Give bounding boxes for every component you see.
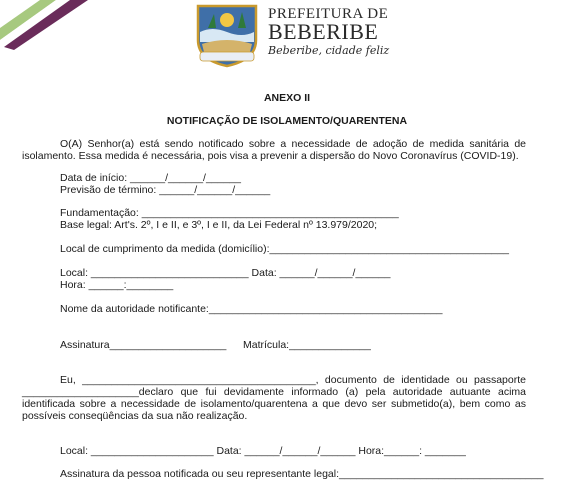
brand-line-beberibe: BEBERIBE xyxy=(268,19,379,44)
legal-basis-text: Base legal: Art's. 2º, I e II, e 3º, I e II, da Lei Federal nº 13.979/2020; xyxy=(60,219,378,231)
footer-signature: Assinatura da pessoa notificada ou seu representante legal:___________________________________ xyxy=(60,468,544,480)
local-date-field: Local: ___________________________ Data: ______/______/______ xyxy=(60,267,391,279)
declaration-line-4: possíveis conseqüências da sua não realização. xyxy=(22,410,248,422)
document-title: NOTIFICAÇÃO DE ISOLAMENTO/QUARENTENA xyxy=(166,115,408,127)
end-date-field: Previsão de término: ______/______/______ xyxy=(60,184,271,196)
corner-stripes xyxy=(0,0,90,50)
municipal-seal-logo xyxy=(192,2,262,71)
registration-field: Matrícula:______________ xyxy=(243,339,371,351)
start-date-field: Data de início: ______/______/______ xyxy=(60,172,241,184)
brand-slogan: Beberibe, cidade feliz xyxy=(268,44,390,57)
basis-field: Fundamentação: ____________________________________________ xyxy=(60,207,399,219)
declaration-line-3: identificada sobre a necessidade de isolamento/quarentena a que devo ser submetido(a), bem como as xyxy=(22,398,526,410)
place-field: Local de cumprimento da medida (domicílio):_________________________________________ xyxy=(60,243,509,255)
declaration-line-2: ____________________declaro que fui devidamente informado (a) pela autoridade autuante acima xyxy=(22,386,526,398)
intro-line-1: O(A) Senhor(a) está sendo notificado sobre a necessidade de adoção de medida sanitária de xyxy=(60,138,526,150)
time-field: Hora: ______:________ xyxy=(60,279,174,291)
intro-line-2: isolamento. Essa medida é necessária, pois visa a prevenir a dispersão do Novo Coronavírus (COVID-19). xyxy=(22,150,519,162)
footer-local-date-time: Local: _____________________ Data: ______/______/______ Hora:______: _______ xyxy=(60,445,466,457)
authority-field: Nome da autoridade notificante:________________________________________ xyxy=(60,303,443,315)
annex-label: ANEXO II xyxy=(263,92,311,104)
brand-block xyxy=(268,6,389,58)
signature-field: Assinatura____________________ xyxy=(60,339,227,351)
brand-line-prefeitura: PREFEITURA DE xyxy=(268,6,389,22)
declaration-line-1: Eu, ________________________________________, documento de identidade ou passaporte xyxy=(60,374,526,386)
